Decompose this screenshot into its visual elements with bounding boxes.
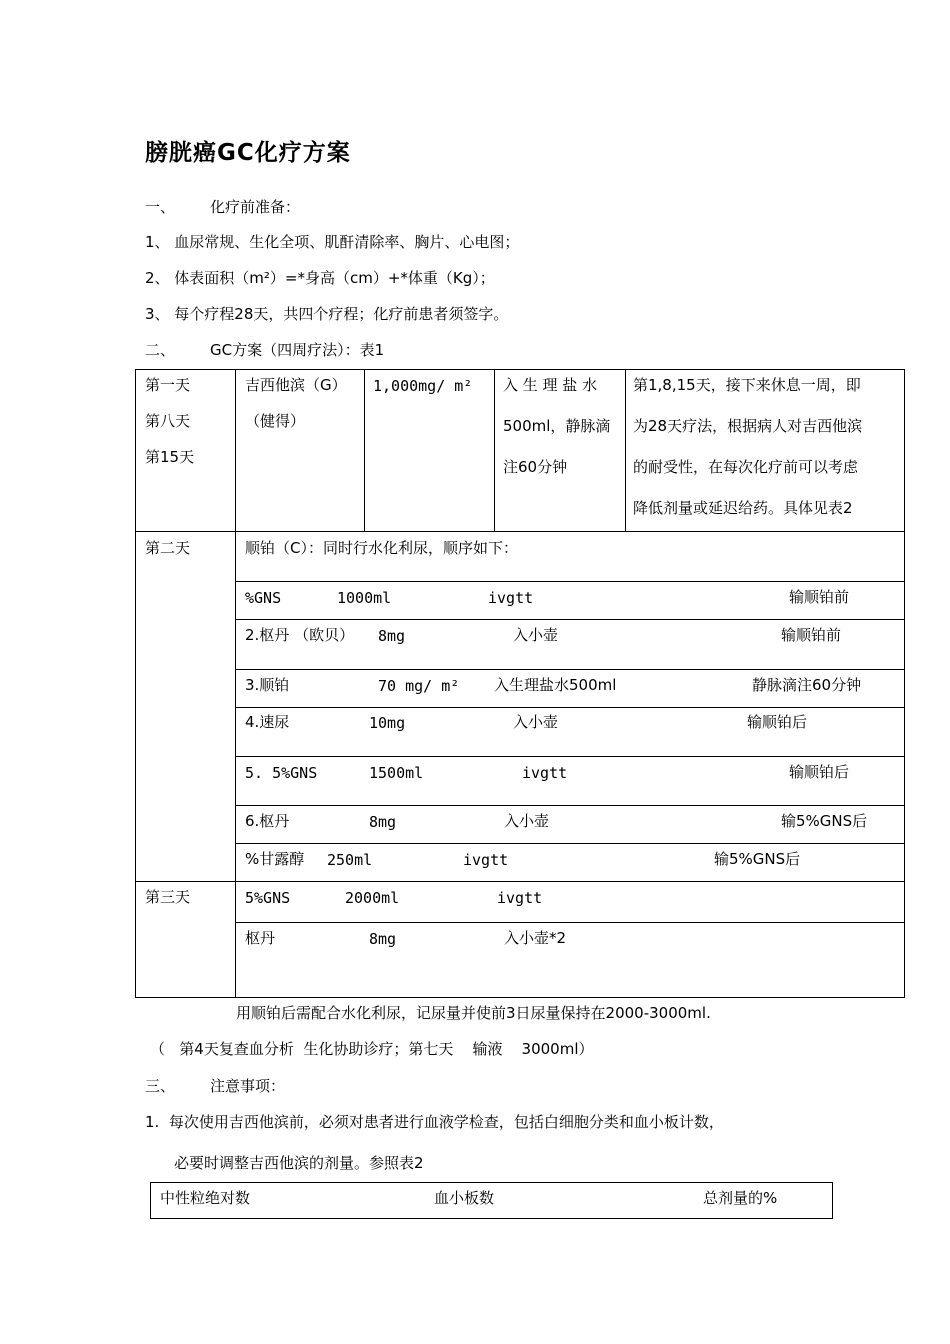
row2-item5-dose: 1500ml	[369, 764, 424, 782]
row3-item1-route: ivgtt	[497, 889, 543, 907]
row2-item7-route: ivgtt	[463, 851, 509, 869]
row1-route-1: 入 生 理 盐 水	[503, 376, 598, 394]
row2-item6-timing: 输5%GNS后	[781, 812, 868, 830]
row2-item1-drug: %GNS	[245, 589, 282, 607]
table2-header-dose-percent: 总剂量的%	[703, 1189, 778, 1207]
row2-day: 第二天	[145, 539, 191, 557]
row2-item2-timing: 输顺铂前	[781, 626, 842, 644]
row2-item6-dose: 8mg	[369, 813, 397, 831]
row1-day-1: 第一天	[145, 376, 191, 394]
row2-item3-drug: 3.顺铂	[245, 676, 290, 694]
row2-item1-route: ivgtt	[488, 589, 534, 607]
row3-item2-route: 入小壶*2	[504, 929, 567, 947]
section2-heading: GC方案（四周疗法）：表1	[210, 341, 385, 359]
section2-number: 二、	[145, 341, 176, 359]
row2-item5-route: ivgtt	[522, 764, 568, 782]
followup-note: （ 第4天复查血分析 生化协助诊疗；第七天 输液 3000ml）	[150, 1040, 594, 1058]
row2-item4-timing: 输顺铂后	[747, 713, 808, 731]
row2-item1-dose: 1000ml	[337, 589, 392, 607]
row2-item4-route: 入小壶	[513, 713, 559, 731]
row1-day-8: 第八天	[145, 412, 191, 430]
section1-number: 一、	[145, 198, 176, 216]
row2-item4-dose: 10mg	[369, 714, 406, 732]
row1-dose: 1,000mg/ m²	[373, 377, 473, 395]
row1-drug-name: 吉西他滨（G）	[245, 376, 347, 394]
row2-item2-drug: 2.枢丹 （欧贝）	[245, 626, 355, 644]
row3-day: 第三天	[145, 888, 191, 906]
section3-number: 三、	[145, 1077, 176, 1095]
row2-intro: 顺铂（C）：同时行水化利尿，顺序如下：	[245, 539, 518, 557]
prep-item-1: 1、 血尿常规、生化全项、肌酐清除率、胸片、心电图；	[145, 233, 520, 251]
table2-header-platelet: 血小板数	[434, 1189, 495, 1207]
row1-note-4: 降低剂量或延迟给药。具体见表2	[633, 499, 853, 517]
row2-item5-drug: 5. 5%GNS	[245, 764, 318, 782]
row1-route-2: 500ml，静脉滴	[503, 417, 611, 435]
row3-item2-drug: 枢丹	[245, 929, 276, 947]
row2-item3-timing: 静脉滴注60分钟	[752, 676, 862, 694]
row2-item7-timing: 输5%GNS后	[714, 850, 801, 868]
row1-note-1: 第1,8,15天，接下来休息一周，即	[633, 376, 861, 394]
prep-item-3: 3、 每个疗程28天，共四个疗程；化疗前患者须签字。	[145, 305, 509, 323]
row2-item3-dose: 70 mg/ m²	[378, 677, 460, 695]
row1-note-3: 的耐受性，在每次化疗前可以考虑	[633, 458, 859, 476]
row2-item7-dose: 250ml	[327, 851, 373, 869]
row2-item6-route: 入小壶	[504, 812, 550, 830]
row2-item2-route: 入小壶	[513, 626, 559, 644]
row3-item2-dose: 8mg	[369, 930, 397, 948]
row2-item5-timing: 输顺铂后	[789, 763, 850, 781]
section1-heading: 化疗前准备：	[210, 198, 301, 216]
hydration-note: 用顺铂后需配合水化利尿，记尿量并使前3日尿量保持在2000-3000ml.	[236, 1004, 711, 1022]
row2-item1-timing: 输顺铂前	[789, 588, 850, 606]
row1-route-3: 注60分钟	[503, 458, 568, 476]
caution-item-1-cont: 必要时调整吉西他滨的剂量。参照表2	[174, 1154, 424, 1172]
row1-day-15: 第15天	[145, 448, 195, 466]
row3-item1-drug: 5%GNS	[245, 889, 291, 907]
row2-item6-drug: 6.枢丹	[245, 812, 290, 830]
page-title: 膀胱癌GC化疗方案	[145, 140, 351, 166]
section3-heading: 注意事项：	[210, 1077, 286, 1095]
row3-item1-dose: 2000ml	[345, 889, 400, 907]
row1-drug-brand: （健得）	[245, 412, 306, 430]
row2-item2-dose: 8mg	[378, 627, 406, 645]
prep-item-2: 2、 体表面积（m²）=*身高（cm）+*体重（Kg）；	[145, 269, 495, 287]
row2-item3-route: 入生理盐水500ml	[494, 676, 617, 694]
table2-header-neutrophil: 中性粒绝对数	[160, 1189, 251, 1207]
row2-item4-drug: 4.速尿	[245, 713, 290, 731]
row2-item7-drug: %甘露醇	[245, 850, 305, 868]
caution-item-1: 1. 每次使用吉西他滨前，必须对患者进行血液学检查，包括白细胞分类和血小板计数，	[145, 1113, 724, 1131]
row1-note-2: 为28天疗法，根据病人对吉西他滨	[633, 417, 863, 435]
